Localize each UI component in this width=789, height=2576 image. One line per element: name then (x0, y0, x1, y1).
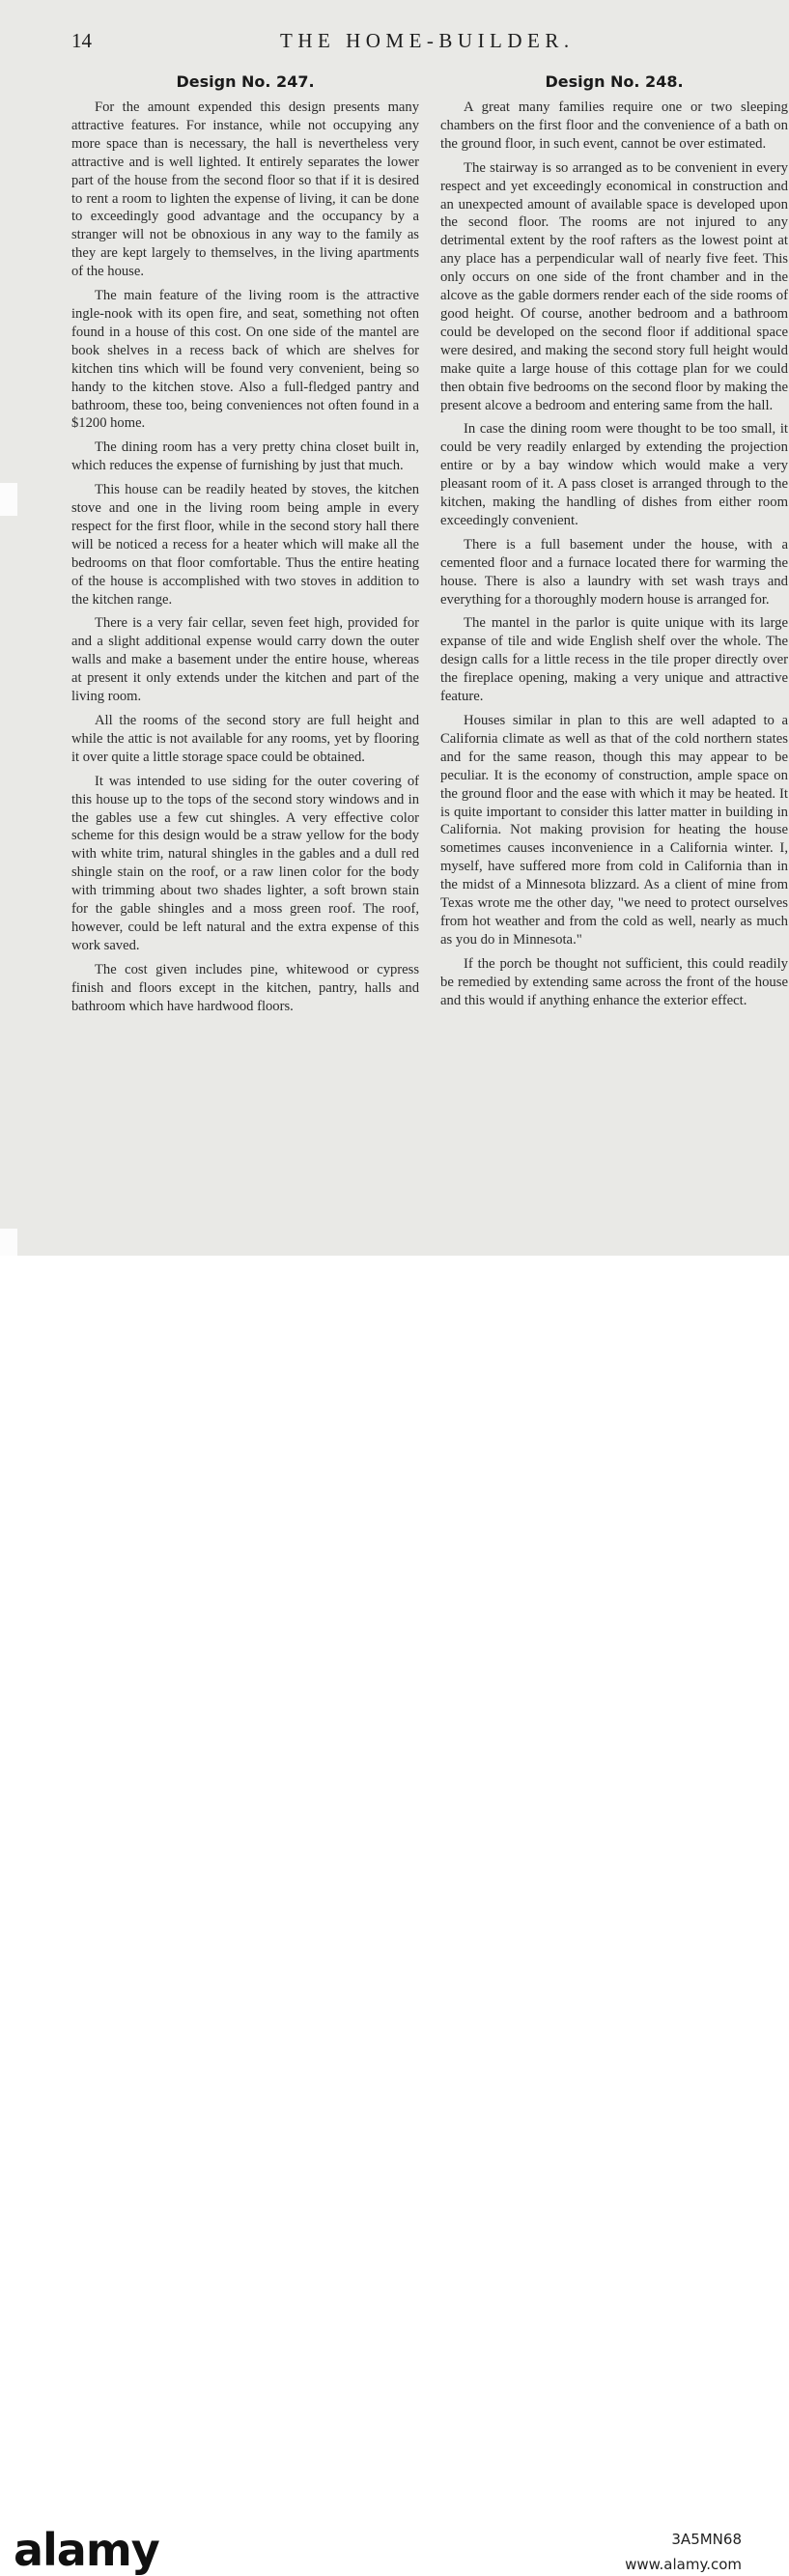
right-column (440, 71, 788, 1016)
scan-edge-mark (0, 483, 17, 516)
alamy-logo: alamy (14, 2524, 159, 2576)
right-paragraph: The mantel in the parlor is quite unique with its large expanse of tile and wide English shelf over the whole. The design calls for a little recess in the tile proper directly over the fireplace opening, making a very unique and attractive feature. (440, 615, 788, 705)
left-paragraph: For the amount expended this design presents many attractive features. For instance, while not occupying any more space than is necessary, the hall is nevertheless very attractive and is well lighted. It entirely separates the lower part of the house from the second floor so that if it is desired to rent a room to lighten the expense of living, it can be done to exceedingly good advantage and the occupancy by a stranger will not be obnoxious in any way to the family as they are kept largely to themselves, in the living apartments of the house. (71, 99, 419, 280)
left-paragraph: The cost given includes pine, whitewood or cypress finish and floors except in the kitchen, pantry, halls and bathroom which have hardwood floors. (71, 961, 419, 1014)
right-paragraph: There is a full basement under the house, with a cemented floor and a furnace located there for warming the house. There is also a laundry with set wash trays and everything for a thoroughly modern house is arranged for. (440, 536, 788, 608)
right-paragraph: Houses similar in plan to this are well adapted to a California climate as well as that of the cold northern states and for the same reason, though this may appear to be peculiar. It is the economy of construction, ample space on the ground floor and the ease with which it may be heated. It is quite important to consider this latter matter in building in California. Not making provision for heating the house sometimes causes inconvenience in a California winter. I, myself, have suffered more from cold in California than in the midst of a Minnesota blizzard. As a client of mine from Texas wrote me the other day, "we need to protect ourselves from hot weather and from the cold as well, nearly as much as you do in Minnesota." (440, 713, 788, 948)
left-paragraph: There is a very fair cellar, seven feet high, provided for and a slight additional expense would carry down the outer walls and make a basement under the entire house, whereas at present it only extends under the kitchen and part of the living room. (71, 615, 419, 705)
left-paragraph: The main feature of the living room is the attractive ingle-nook with its open fire, and seat, something not often found in a house of this cost. On one side of the mantel are book shelves in a recess back of which are shelves for kitchen tins which will be found very convenient, being so handy to the kitchen stove. Also a full-fledged pantry and bathroom, these too, being conveniences not often found in a $1200 home. (71, 288, 419, 432)
left-paragraph: All the rooms of the second story are full height and while the attic is not available for any rooms, yet by flooring it over quite a little storage space could be obtained. (71, 713, 419, 765)
design-248-heading: Design No. 248. (545, 72, 684, 91)
scanned-page (0, 0, 789, 1256)
image-id: 3A5MN68 (671, 2531, 742, 2548)
left-column (71, 71, 419, 1022)
watermark-footer (0, 1256, 789, 2576)
right-paragraph: The stairway is so arranged as to be convenient in every respect and yet exceedingly economical in construction and an unexpected amount of available space is developed upon the second floor. The rooms are not injured to any detrimental extent by the roof rafters as the lowest point at any place has a perpendicular wall of nearly five feet. This only occurs on one side of the front chamber and in the alcove as the gable dormers render each of the side rooms of good height. Of course, another bedroom and a bathroom could be developed on the second floor if additional space were desired, and making the second story full height would make quite a large house of this cottage plan for we could then obtain five bedrooms on the second floor by making the present alcove a bedroom and entering same from the hall. (440, 159, 788, 413)
left-paragraph: The dining room has a very pretty china closet built in, which reduces the expense of furnishing by just that much. (71, 439, 419, 474)
running-title: THE HOME-BUILDER. (280, 29, 575, 52)
right-paragraph: If the porch be thought not sufficient, this could readily be remedied by extending same across the front of the house and this would if anything enhance the exterior effect. (440, 955, 788, 1008)
page-number: 14 (71, 29, 92, 52)
left-paragraph: It was intended to use siding for the outer covering of this house up to the tops of the second story windows and in the gables use a few cut shingles. A very effective color scheme for this design would be a straw yellow for the body with white trim, natural shingles in the gables and a dull red shingle stain on the roof, or a raw linen color for the body with trimming about two shades lighter, a soft brown stain for the gable shingles and a moss green roof. The roof, however, could be left natural and the extra expense of this work saved. (71, 773, 419, 953)
design-247-heading: Design No. 247. (176, 72, 315, 91)
site-url: www.alamy.com (625, 2556, 742, 2573)
scan-edge-mark (0, 1229, 17, 1256)
left-paragraph: This house can be readily heated by stoves, the kitchen stove and one in the living room being ample in every respect for the first floor, while in the second story hall there will be noticed a recess for a heater which will make all the bedrooms on that floor comfortable. Thus the entire heating of the house is accomplished with two stoves in addition to the kitchen range. (71, 482, 419, 608)
right-paragraph: In case the dining room were thought to be too small, it could be very readily enlarged by extending the projection entire or by a bay window which would make a very pleasant room of it. A pass closet is arranged through to the kitchen, making the handling of dishes from either room exceedingly convenient. (440, 421, 788, 528)
right-paragraph: A great many families require one or two sleeping chambers on the first floor and the convenience of a bath on the ground floor, in such event, cannot be over estimated. (440, 99, 788, 152)
